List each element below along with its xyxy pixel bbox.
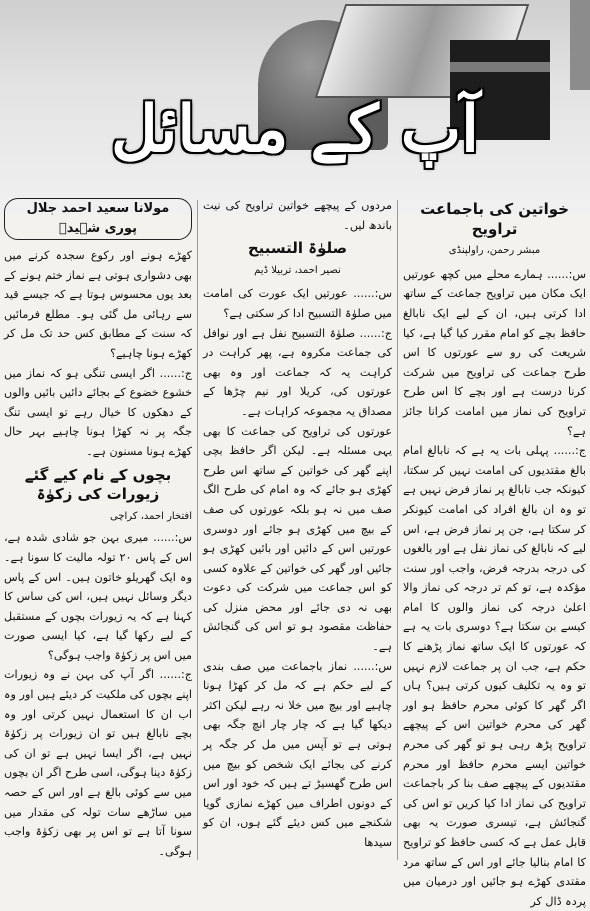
column-left (4, 196, 192, 862)
header-banner (0, 0, 590, 215)
paragraph: عورتوں کی تراویح کی جماعت کا بھی یہی مسئلہ ہے۔ لیکن اگر حافظ بچی اپنے گھر کی خواتین کے ساتھ اس طرح کھڑی ہو جائے کہ وہ امام کی طرح الگ صف میں نہ ہو بلکہ عورتوں کی صف کے بیچ میں کھڑی ہو جائے اور دوسری عورتیں اس کے دائیں اور بائیں کھڑی ہو جائیں اور گھر کی خواتین کے علاوہ کسی کو اس جماعت میں شرکت کی دعوت بھی نہ دی جائے اور محض منزل کی حفاظت مقصود ہو تو اس کی گنجائش ہے۔ (203, 424, 392, 654)
continued-text: کھڑے ہونے اور رکوع سجدہ کرنے میں بھی دشواری ہوتی ہے نماز ختم ہونے کے بعد یوں محسوس ہوتا ہے کہ جیسے قید سے رہائی مل گئی ہو۔ مطلع فرمائیں کہ سنت کے مطابق کس حد تک مل کر کھڑے ہونا چاہیے؟ (4, 249, 192, 360)
byline: نصیر احمد، تربیلا ڈیم (254, 264, 341, 276)
question-text: س:...... عورتیں ایک عورت کی امامت میں صلوٰۃ التسبیح ادا کر سکتی ہے؟ (203, 287, 392, 320)
answer-text: ج:...... اگر آپ کی بہن نے وہ زیورات اپنے بچوں کی ملکیت کر دیئے ہیں اور وہ اب ان کا استعمال نہیں کرتی اور وہ بچے نابالغ ہیں تو ان زیورات پر زکوٰۃ نہیں ہے، اگر ایسا نہیں ہے تو ان کی زکوٰۃ دینا ہوگی، اسی طرح اگر ان بچوں میں سے کوئی بالغ ہے اور اس کے حصہ میں ساڑھے سات تولہ کی مقدار میں سونا آتا ہے تو اس پر بھی زکوٰۃ واجب ہوگی۔ (4, 668, 192, 858)
section-heading: خواتین کی باجماعت تراویح (420, 200, 569, 238)
column-right (403, 196, 586, 908)
answer-text: ج:...... اگر ایسی تنگی ہو کہ نماز میں خشوع خضوع کے بجائے دائیں بائیں والوں کے دھکوں کا خیال رہے تو ایسی تنگ جگہ پر نہ کھڑا ہونا چاہیے بہر حال کھڑے ہونا مسنون ہے۔ (4, 366, 192, 458)
minaret-image (570, 0, 590, 90)
column-divider (197, 200, 198, 860)
page-title: آپ کے مسائل (111, 92, 479, 167)
section-heading: صلوٰۃ التسبیح (247, 239, 348, 258)
answer-text: ج:...... پہلی بات یہ ہے کہ نابالغ امام بالغ مقتدیوں کی امامت نہیں کر سکتا، کیونکہ جب نابالغ پر نماز فرض نہیں ہے تو وہ ان بالغ افراد کی امامت کیونکر کر سکتا ہے، جن پر نماز فرض ہے، اس لیے کہ نابالغ کی نماز نفل ہے اور بالغوں کی درجہ بدرجہ فرض، واجب اور سنت مؤکدہ ہے، تو کم تر درجہ کی نماز والا اعلیٰ درجہ کی نماز والوں کا امام کیسے بن سکتا ہے؟ دوسری بات یہ ہے کہ عورتوں کا ایک ساتھ نماز پڑھنے کا حکم ہے، جب ان پر جماعت لازم نہیں تو وہ یہ تکلیف کیوں کرتی ہیں؟ ہاں اگر گھر کا کوئی محرم حافظ ہو اور گھر کی محرم خواتین اس کے پیچھے تراویح پڑھ رہی ہو تو گھر کی محرم خواتین ایسے محرم حافظ اور محرم مقتدیوں کے پیچھے صف بنا کر باجماعت تراویح کی نماز ادا کیا کریں تو اس کی گنجائش ہے، تیسری صورت یہ بھی قابل عمل ہے کہ کسی حافظ کو تراویح کا امام بنالیا جائے اور اس کے ساتھ مرد مقتدی کھڑے ہو جائیں اور درمیان میں پردہ ڈال کر (403, 444, 586, 908)
column-divider (397, 200, 398, 860)
continued-text: مردوں کے پیچھے خواتین تراویح کی نیت باندھ لیں۔ (203, 199, 392, 232)
byline: افتخار احمد، کراچی (109, 510, 192, 522)
answer-text: ج:...... صلوٰۃ التسبیح نفل ہے اور نوافل کی جماعت مکروہ ہے، پھر کراہت در کراہت یہ کہ جماعت اور وہ بھی عورتوں کی، کریلا اور نیم چڑھا کے مصداق یہ مجموعہ کراہات ہے۔ (203, 326, 392, 418)
byline: مبشر رحمن، راولپنڈی (448, 245, 541, 257)
question-text: س:...... میری بہن جو شادی شدہ ہے، اس کے پاس ۲۰ تولہ مالیت کا سونا ہے۔ وہ ایک گھریلو خاتون ہیں۔ اس کے پاس دیگر وسائل نہیں ہیں، اس کی ساس کا کہنا ہے کہ یہ زیورات بچوں کے مستقبل کے لیے رکھا گیا ہے، کیا ایسی صورت میں اس پر زکوٰۃ واجب ہوگی؟ (4, 531, 192, 662)
question-text: س:...... نماز باجماعت میں صف بندی کے لیے حکم ہے کہ مل کر کھڑا ہونا چاہیے اور بیچ میں خلا نہ رہے لیکن اکثر دیکھا گیا ہے کہ چار چار انچ جگہ بھی ہوتی ہے تو آپس میں مل کر جگہ پر کرنے کی بجائے ایک شخص کو بیچ میں اس طرح گھسیڑ تے ہیں کہ خود اور اس کے دونوں اطراف میں کھڑے نمازی گویا شکنجے میں کس دیئے گئے ہوں، ان کو سیدھا (203, 659, 392, 849)
question-text: س:...... ہمارے محلے میں کچھ عورتیں ایک مکان میں تراویح جماعت کے ساتھ ادا کرتی ہیں، ان کے لیے ایک نابالغ حافظ بچے کو امام مقرر کیا گیا ہے، کیا شریعت کی رو سے عورتوں کا اس طرح جماعت کی تراویح میں شرکت کرنا درست ہے اور بچے کا اس طرح تراویح کی نماز میں امامت کرانا جائز ہے؟ (403, 267, 586, 438)
author-box: مولانا سعید احمد جلال پوری شہیدؒ (4, 198, 192, 240)
title-area (0, 90, 590, 170)
column-middle (203, 196, 392, 862)
section-heading: بچوں کے نام کیے گئے زیورات کی زکوٰۃ (24, 465, 172, 504)
